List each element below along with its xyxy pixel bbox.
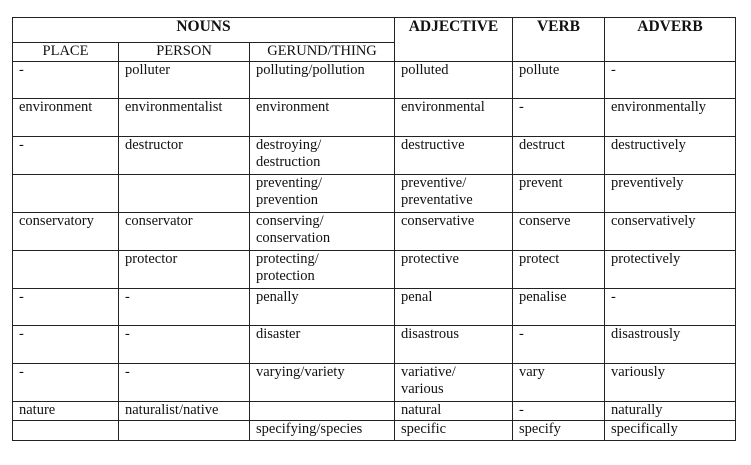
cell-place: -: [13, 61, 119, 98]
cell-verb: pollute: [513, 61, 605, 98]
cell-person: polluter: [119, 61, 250, 98]
cell-person: environmentalist: [119, 98, 250, 136]
cell-verb: -: [513, 98, 605, 136]
cell-gerund-thing: conserving/ conservation: [250, 212, 395, 250]
cell-person: [119, 174, 250, 212]
cell-gerund-thing: destroying/ destruction: [250, 136, 395, 174]
cell-gerund-thing: [250, 401, 395, 420]
cell-person: conservator: [119, 212, 250, 250]
cell-gerund-thing: polluting/pollution: [250, 61, 395, 98]
table-row: [13, 325, 736, 363]
cell-adverb: specifically: [605, 420, 736, 440]
table-row: [13, 98, 736, 136]
word-forms-table: [12, 17, 736, 441]
cell-adjective: preventive/ preventative: [395, 174, 513, 212]
cell-adverb: conservatively: [605, 212, 736, 250]
header-verb: VERB: [513, 18, 605, 62]
cell-person: destructor: [119, 136, 250, 174]
table-row: [13, 250, 736, 288]
cell-place: nature: [13, 401, 119, 420]
cell-adverb: destructively: [605, 136, 736, 174]
cell-adverb: -: [605, 288, 736, 325]
cell-adverb: variously: [605, 363, 736, 401]
cell-place: conservatory: [13, 212, 119, 250]
header-person: PERSON: [119, 43, 250, 62]
cell-adverb: disastrously: [605, 325, 736, 363]
cell-adjective: conservative: [395, 212, 513, 250]
cell-adjective: disastrous: [395, 325, 513, 363]
table-row: [13, 61, 736, 98]
cell-gerund-thing: penally: [250, 288, 395, 325]
cell-place: environment: [13, 98, 119, 136]
cell-adverb: -: [605, 61, 736, 98]
header-adverb: ADVERB: [605, 18, 736, 62]
cell-adverb: protectively: [605, 250, 736, 288]
table-row: [13, 288, 736, 325]
cell-adjective: polluted: [395, 61, 513, 98]
cell-verb: destruct: [513, 136, 605, 174]
header-place: PLACE: [13, 43, 119, 62]
cell-person: [119, 420, 250, 440]
cell-gerund-thing: environment: [250, 98, 395, 136]
table-row: [13, 420, 736, 440]
cell-verb: protect: [513, 250, 605, 288]
cell-verb: -: [513, 325, 605, 363]
cell-person: naturalist/native: [119, 401, 250, 420]
header-adjective: ADJECTIVE: [395, 18, 513, 62]
header-nouns: NOUNS: [13, 18, 395, 43]
cell-place: [13, 250, 119, 288]
cell-place: [13, 174, 119, 212]
cell-person: -: [119, 288, 250, 325]
cell-adjective: protective: [395, 250, 513, 288]
cell-adjective: destructive: [395, 136, 513, 174]
cell-person: -: [119, 325, 250, 363]
table-row: [13, 363, 736, 401]
cell-adjective: penal: [395, 288, 513, 325]
table-row: [13, 212, 736, 250]
cell-gerund-thing: varying/variety: [250, 363, 395, 401]
cell-place: -: [13, 288, 119, 325]
cell-person: protector: [119, 250, 250, 288]
cell-verb: specify: [513, 420, 605, 440]
cell-person: -: [119, 363, 250, 401]
cell-adverb: naturally: [605, 401, 736, 420]
cell-gerund-thing: protecting/ protection: [250, 250, 395, 288]
table-row: [13, 401, 736, 420]
cell-place: -: [13, 136, 119, 174]
cell-gerund-thing: disaster: [250, 325, 395, 363]
cell-verb: penalise: [513, 288, 605, 325]
cell-adverb: environmentally: [605, 98, 736, 136]
header-gerund-thing: GERUND/THING: [250, 43, 395, 62]
cell-verb: conserve: [513, 212, 605, 250]
table-body: [13, 61, 736, 440]
table-row: [13, 136, 736, 174]
table-row: [13, 174, 736, 212]
cell-place: [13, 420, 119, 440]
cell-place: -: [13, 325, 119, 363]
cell-adverb: preventively: [605, 174, 736, 212]
cell-verb: vary: [513, 363, 605, 401]
table-header: [13, 18, 736, 62]
cell-adjective: variative/ various: [395, 363, 513, 401]
cell-gerund-thing: specifying/species: [250, 420, 395, 440]
cell-adjective: specific: [395, 420, 513, 440]
cell-adjective: natural: [395, 401, 513, 420]
cell-place: -: [13, 363, 119, 401]
cell-verb: -: [513, 401, 605, 420]
cell-adjective: environmental: [395, 98, 513, 136]
cell-verb: prevent: [513, 174, 605, 212]
cell-gerund-thing: preventing/ prevention: [250, 174, 395, 212]
